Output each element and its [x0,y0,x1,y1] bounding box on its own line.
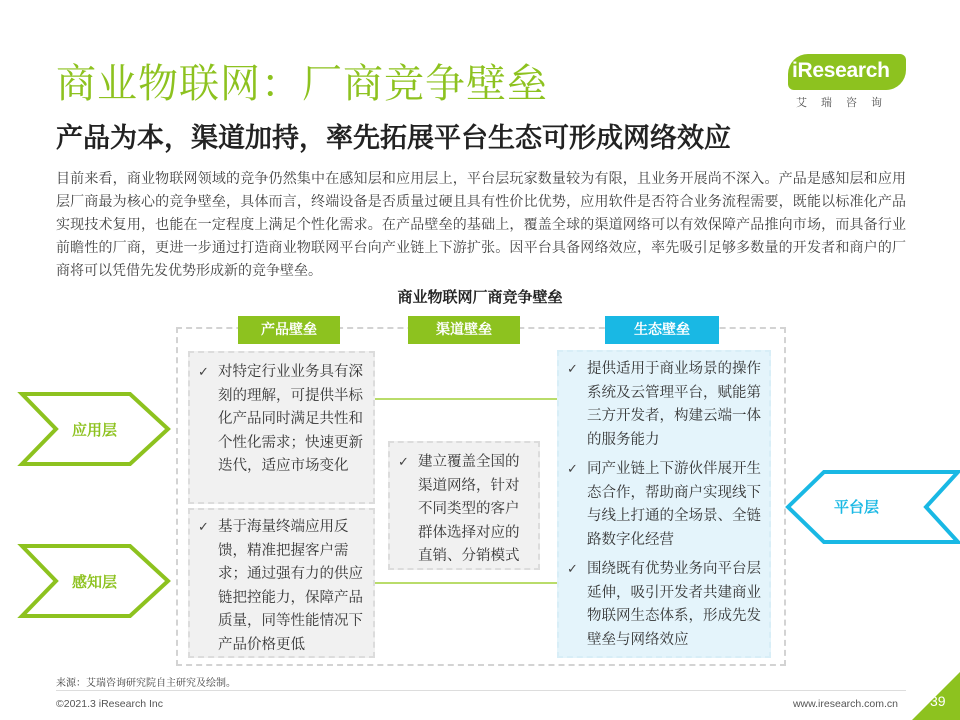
tab-channel-barrier: 渠道壁垒 [408,316,520,344]
check-icon: ✓ [567,562,578,577]
connector-line-bottom [375,582,558,584]
page-number: 39 [930,693,946,709]
connector-line-top [375,398,558,400]
iresearch-logo [788,46,918,118]
diagram-title: 商业物联网厂商竞争壁垒 [397,288,563,306]
website-url: www.iresearch.com.cn [792,698,898,710]
product-perception-item: ✓ 基于海量终端应用反馈，精准把握客户需求；通过强有力的供应链把控能力，保障产品质量，同等性能情况下产品价格更低 [194,516,363,657]
ecosystem-item: ✓ 同产业链上下游伙伴展开生态合作，帮助商户实现线下与线上打通的全场景、全链路数字化经营 [563,458,761,552]
intro-paragraph: 目前来看，商业物联网领域的竞争仍然集中在感知层和应用层上，平台层玩家数量较为有限，且业务开展尚不深入。产品是感知层和应用层厂商最为核心的竞争壁垒，具体而言，终端设备是否质量过硬且具有性价比优势，应用软件是否符合业务流程需要，既能以标准化产品实现技术复用，也能在一定程度上满足个性化需求。在产品壁垒的基础上，覆盖全球的渠道网络可以有效保障产品推向市场，而具备行业前瞻性的厂商，更进一步通过打造商业物联网平台向产业链上下游扩张。因平台具备网络效应，率先吸引足够多数量的开发者和商户的厂商将可以凭借先发优势形成新的竞争壁垒。 [56,171,906,279]
channel-box [388,441,540,570]
product-app-item: ✓ 对特定行业业务具有深刻的理解，可提供半标化产品同时满足共性和个性化需求；快速更新迭代，适应市场变化 [194,361,363,479]
ecosystem-item: ✓ 围绕既有优势业务向平台层延伸，吸引开发者共建商业物联网生态体系，形成先发壁垒与网络效应 [563,558,761,652]
page-subtitle: 产品为本，渠道加持，率先拓展平台生态可形成网络效应 [56,123,731,154]
ecosystem-item: ✓ 提供适用于商业场景的操作系统及云管理平台，赋能第三方开发者，构建云端一体的服务能力 [563,358,761,452]
tab-product-barrier: 产品壁垒 [238,316,340,344]
logo-brand: iResearch [792,59,890,82]
check-icon: ✓ [567,462,578,477]
page-title: 商业物联网：厂商竞争壁垒 [56,61,548,107]
logo-subtitle: 艾瑞咨询 [796,96,896,109]
product-perception-box [188,508,375,658]
ecosystem-box [557,350,771,658]
platform-layer-label: 平台层 [834,498,880,516]
product-app-box [188,351,375,504]
copyright: ©2021.3 iResearch Inc [56,698,163,710]
application-layer-label: 应用层 [72,421,118,439]
check-icon: ✓ [198,520,209,535]
tab-ecosystem-barrier: 生态壁垒 [605,316,719,344]
source-note: 来源：艾瑞咨询研究院自主研究及绘制。 [56,678,236,689]
check-icon: ✓ [398,455,409,470]
perception-layer-label: 感知层 [72,573,118,591]
footer-divider [56,690,906,691]
channel-item: ✓ 建立覆盖全国的渠道网络，针对不同类型的客户群体选择对应的直销、分销模式 [394,451,530,569]
check-icon: ✓ [198,365,209,380]
check-icon: ✓ [567,362,578,377]
